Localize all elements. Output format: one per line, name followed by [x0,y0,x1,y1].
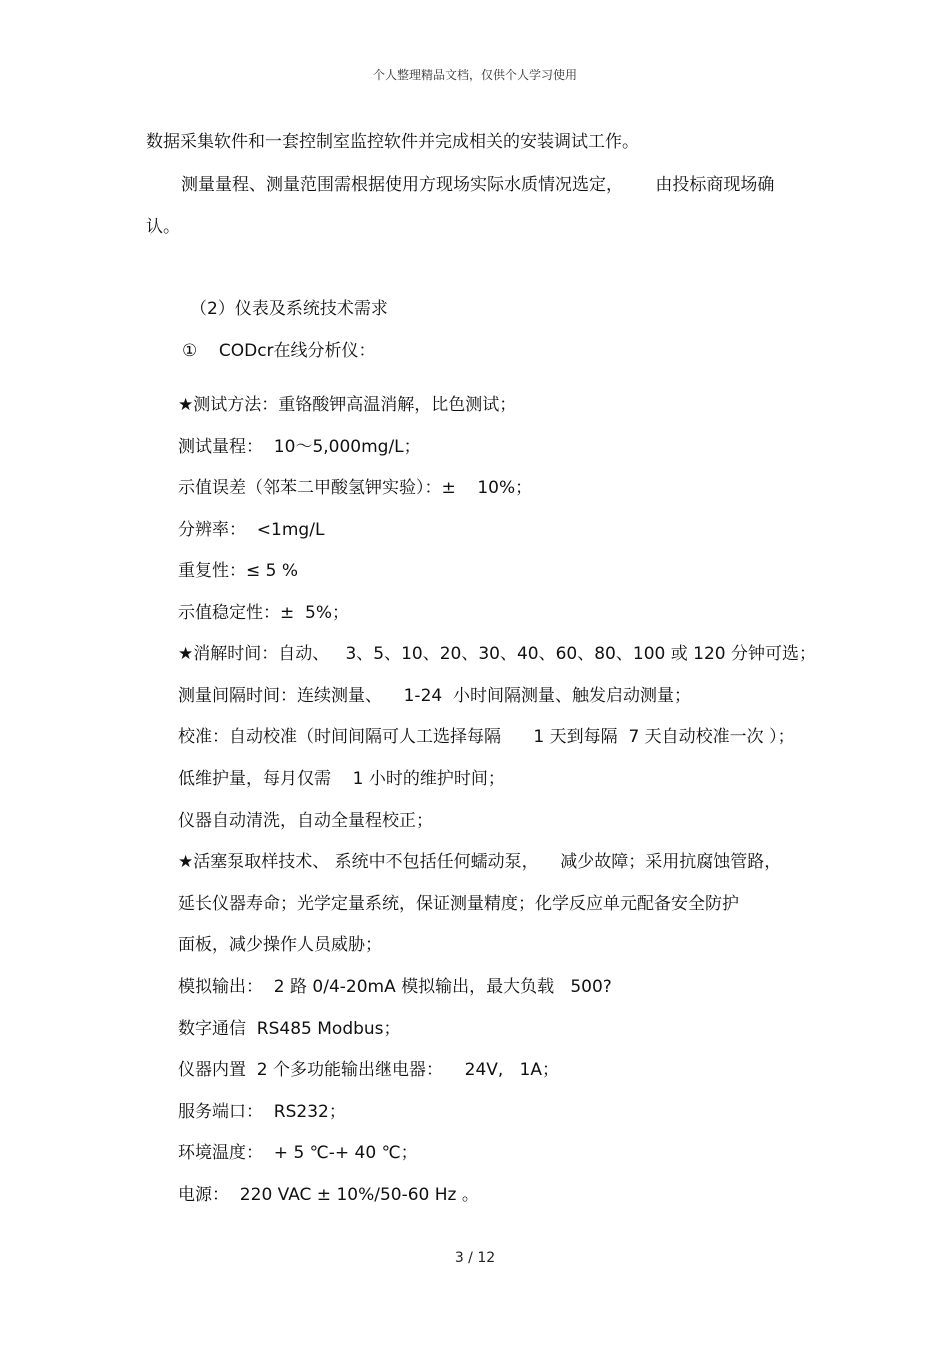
spec-line: 模拟输出： 2 路 0/4-20mA 模拟输出，最大负载 500? [178,977,612,997]
spec-line: 分辨率： <1mg/L [178,520,325,540]
spec-line: 服务端口： RS232； [178,1102,346,1122]
spec-line: 测试量程： 10～5,000mg/L； [178,437,421,457]
section-subheading: ① CODcr在线分析仪： [182,341,376,361]
section-heading: （2）仪表及系统技术需求 [190,299,388,319]
spec-line: 仪器自动清洗，自动全量程校正； [178,811,433,831]
spec-line: 校准：自动校准（时间间隔可人工选择每隔 1 天到每隔 7 天自动校准一次 ）； [178,727,795,747]
intro-line-1: 数据采集软件和一套控制室监控软件并完成相关的安装调试工作。 [146,132,639,152]
spec-line: 数字通信 RS485 Modbus； [178,1019,401,1039]
intro-line-3: 认。 [146,217,180,237]
page-number: 3 / 12 [454,1250,496,1266]
spec-line: ★消解时间：自动、 3、5、10、20、30、40、60、80、100 或 120 分钟可选； [178,644,816,664]
spec-line: 示值稳定性：± 5%； [178,603,350,623]
spec-line: 面板，减少操作人员威胁； [178,935,382,955]
spec-line: 低维护量，每月仅需 1 小时的维护时间； [178,769,505,789]
page-header: 个人整理精品文档，仅供个人学习使用 [372,68,577,82]
spec-line: 测量间隔时间：连续测量、 1-24 小时间隔测量、触发启动测量； [178,686,692,706]
intro-line-2: 测量量程、测量范围需根据使用方现场实际水质情况选定， 由投标商现场确 [181,175,775,195]
spec-line: 示值误差（邻苯二甲酸氢钾实验）：± 10%； [178,478,533,498]
spec-line: 环境温度： + 5 ℃-+ 40 ℃； [178,1143,418,1163]
spec-line: ★测试方法：重铬酸钾高温消解，比色测试； [178,395,517,415]
spec-line: 电源： 220 VAC ± 10%/50-60 Hz 。 [178,1185,479,1205]
spec-line: 仪器内置 2 个多功能输出继电器： 24V, 1A； [178,1060,559,1080]
spec-line: 延长仪器寿命；光学定量系统，保证测量精度；化学反应单元配备安全防护 [178,894,739,914]
spec-line: ★活塞泵取样技术、 系统中不包括任何蠕动泵， 减少故障；采用抗腐蚀管路， [178,852,782,872]
spec-line: 重复性：≤ 5 % [178,561,299,581]
